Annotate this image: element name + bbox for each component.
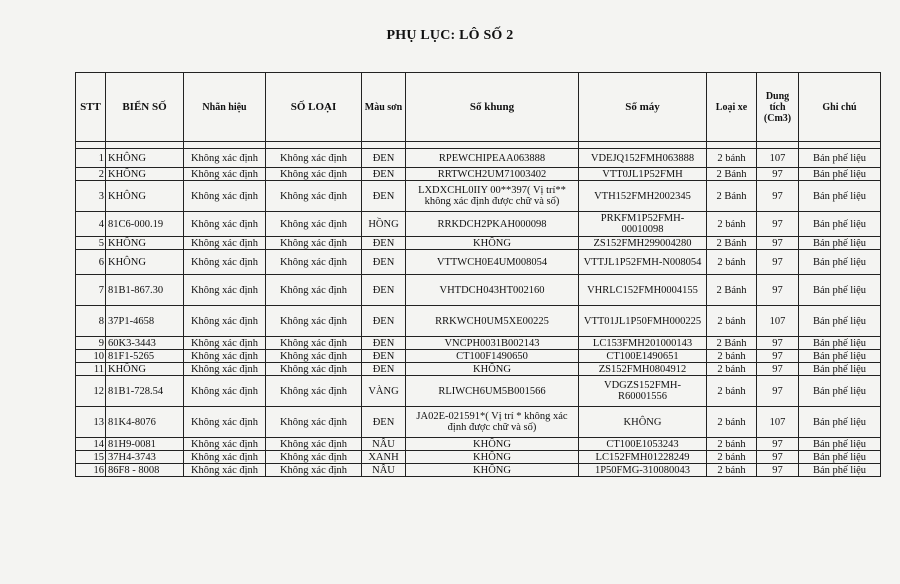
cell-plate: KHÔNG — [106, 149, 184, 168]
cell-type: 2 bánh — [707, 350, 757, 363]
cell-cc: 97 — [757, 363, 799, 376]
cell-brand: Không xác định — [184, 407, 266, 438]
header-brand: Nhãn hiệu — [184, 73, 266, 142]
cell-type: 2 bánh — [707, 250, 757, 275]
cell-note: Bán phế liệu — [799, 376, 881, 407]
cell-model: Không xác định — [266, 149, 362, 168]
header-model: SỐ LOẠI — [266, 73, 362, 142]
cell-type: 2 Bánh — [707, 337, 757, 350]
cell-plate: 86F8 - 8008 — [106, 464, 184, 477]
cell-engine: VTT0JL1P52FMH — [579, 168, 707, 181]
cell-model: Không xác định — [266, 350, 362, 363]
cell-engine: LC152FMH01228249 — [579, 451, 707, 464]
cell-frame: JA02E-021591*( Vị trí * không xác định được chữ và số) — [406, 407, 579, 438]
cell-cc: 97 — [757, 181, 799, 212]
cell-model: Không xác định — [266, 451, 362, 464]
cell-plate: KHÔNG — [106, 237, 184, 250]
cell-color: NÂU — [362, 438, 406, 451]
cell-color: ĐEN — [362, 350, 406, 363]
cell-type: 2 Bánh — [707, 168, 757, 181]
cell-plate: KHÔNG — [106, 250, 184, 275]
cell-note: Bán phế liệu — [799, 250, 881, 275]
cell-model: Không xác định — [266, 464, 362, 477]
cell-color: ĐEN — [362, 306, 406, 337]
table-row — [76, 275, 881, 306]
cell-brand: Không xác định — [184, 275, 266, 306]
cell-frame: CT100F1490650 — [406, 350, 579, 363]
cell-cc: 107 — [757, 149, 799, 168]
cell-frame: VTTWCH0E4UM008054 — [406, 250, 579, 275]
cell-brand: Không xác định — [184, 250, 266, 275]
header-engine-number: Số máy — [579, 73, 707, 142]
cell-frame: KHÔNG — [406, 363, 579, 376]
table-row — [76, 212, 881, 237]
cell-note: Bán phế liệu — [799, 438, 881, 451]
cell-brand: Không xác định — [184, 306, 266, 337]
cell-cc: 97 — [757, 168, 799, 181]
cell-cc: 97 — [757, 451, 799, 464]
cell-note: Bán phế liệu — [799, 306, 881, 337]
table-row — [76, 306, 881, 337]
cell-plate: KHÔNG — [106, 168, 184, 181]
table-row — [76, 181, 881, 212]
cell-frame: RPEWCHIPEAA063888 — [406, 149, 579, 168]
cell-plate: 37H4-3743 — [106, 451, 184, 464]
header-frame-number: Số khung — [406, 73, 579, 142]
cell-stt: 5 — [76, 237, 106, 250]
table-row — [76, 363, 881, 376]
header-note: Ghi chú — [799, 73, 881, 142]
document-title: PHỤ LỤC: LÔ SỐ 2 — [386, 28, 514, 43]
cell-engine: VTH152FMH2002345 — [579, 181, 707, 212]
cell-cc: 97 — [757, 250, 799, 275]
cell-note: Bán phế liệu — [799, 275, 881, 306]
cell-type: 2 Bánh — [707, 275, 757, 306]
cell-brand: Không xác định — [184, 464, 266, 477]
cell-model: Không xác định — [266, 306, 362, 337]
cell-type: 2 bánh — [707, 451, 757, 464]
cell-model: Không xác định — [266, 337, 362, 350]
cell-engine: LC153FMH201000143 — [579, 337, 707, 350]
cell-frame: RLIWCH6UM5B001566 — [406, 376, 579, 407]
cell-color: ĐEN — [362, 363, 406, 376]
cell-model: Không xác định — [266, 168, 362, 181]
cell-stt: 11 — [76, 363, 106, 376]
cell-color: ĐEN — [362, 250, 406, 275]
cell-cc: 97 — [757, 237, 799, 250]
cell-brand: Không xác định — [184, 451, 266, 464]
cell-type: 2 bánh — [707, 438, 757, 451]
table-row — [76, 350, 881, 363]
cell-plate: 81B1-867.30 — [106, 275, 184, 306]
cell-model: Không xác định — [266, 237, 362, 250]
cell-type: 2 bánh — [707, 464, 757, 477]
cell-stt: 15 — [76, 451, 106, 464]
cell-note: Bán phế liệu — [799, 181, 881, 212]
cell-type: 2 bánh — [707, 306, 757, 337]
cell-stt: 4 — [76, 212, 106, 237]
cell-frame: RRKWCH0UM5XE00225 — [406, 306, 579, 337]
cell-stt: 13 — [76, 407, 106, 438]
cell-stt: 6 — [76, 250, 106, 275]
cell-plate: KHÔNG — [106, 181, 184, 212]
table-row — [76, 168, 881, 181]
cell-note: Bán phế liệu — [799, 149, 881, 168]
cell-frame: VNCPH0031B002143 — [406, 337, 579, 350]
table-row — [76, 376, 881, 407]
cell-note: Bán phế liệu — [799, 237, 881, 250]
cell-frame: RRKDCH2PKAH000098 — [406, 212, 579, 237]
cell-frame: KHÔNG — [406, 237, 579, 250]
cell-color: ĐEN — [362, 181, 406, 212]
cell-engine: CT100E1053243 — [579, 438, 707, 451]
cell-model: Không xác định — [266, 250, 362, 275]
cell-brand: Không xác định — [184, 168, 266, 181]
table-row — [76, 337, 881, 350]
cell-brand: Không xác định — [184, 212, 266, 237]
cell-brand: Không xác định — [184, 237, 266, 250]
table-row — [76, 451, 881, 464]
cell-frame: KHÔNG — [406, 464, 579, 477]
table-row — [76, 149, 881, 168]
cell-stt: 1 — [76, 149, 106, 168]
header-plate: BIỂN SỐ — [106, 73, 184, 142]
cell-cc: 107 — [757, 306, 799, 337]
table-row — [76, 250, 881, 275]
cell-cc: 97 — [757, 350, 799, 363]
cell-model: Không xác định — [266, 376, 362, 407]
cell-plate: 81C6-000.19 — [106, 212, 184, 237]
cell-frame: KHÔNG — [406, 451, 579, 464]
table-header-row — [76, 73, 881, 142]
table-row — [76, 407, 881, 438]
cell-engine: ZS152FMH299004280 — [579, 237, 707, 250]
cell-engine: PRKFM1P52FMH-00010098 — [579, 212, 707, 237]
cell-engine: VTTJL1P52FMH-N008054 — [579, 250, 707, 275]
cell-plate: 60K3-3443 — [106, 337, 184, 350]
cell-stt: 16 — [76, 464, 106, 477]
cell-stt: 14 — [76, 438, 106, 451]
table-row — [76, 237, 881, 250]
cell-brand: Không xác định — [184, 181, 266, 212]
cell-brand: Không xác định — [184, 337, 266, 350]
header-capacity: Dung tích (Cm3) — [757, 73, 799, 142]
cell-color: XANH — [362, 451, 406, 464]
cell-model: Không xác định — [266, 275, 362, 306]
cell-note: Bán phế liệu — [799, 363, 881, 376]
cell-stt: 7 — [76, 275, 106, 306]
cell-type: 2 bánh — [707, 363, 757, 376]
cell-model: Không xác định — [266, 407, 362, 438]
cell-engine: VDGZS152FMH-R60001556 — [579, 376, 707, 407]
cell-color: VÀNG — [362, 376, 406, 407]
cell-note: Bán phế liệu — [799, 337, 881, 350]
cell-type: 2 bánh — [707, 212, 757, 237]
cell-color: ĐEN — [362, 168, 406, 181]
cell-brand: Không xác định — [184, 376, 266, 407]
cell-engine: 1P50FMG-310080043 — [579, 464, 707, 477]
cell-note: Bán phế liệu — [799, 212, 881, 237]
table-row — [76, 438, 881, 451]
cell-stt: 12 — [76, 376, 106, 407]
cell-engine: KHÔNG — [579, 407, 707, 438]
cell-cc: 97 — [757, 438, 799, 451]
cell-plate: 81B1-728.54 — [106, 376, 184, 407]
cell-engine: CT100E1490651 — [579, 350, 707, 363]
cell-type: 2 Bánh — [707, 237, 757, 250]
cell-type: 2 Bánh — [707, 181, 757, 212]
cell-brand: Không xác định — [184, 363, 266, 376]
table-row — [76, 464, 881, 477]
cell-frame: RRTWCH2UM71003402 — [406, 168, 579, 181]
cell-cc: 97 — [757, 337, 799, 350]
cell-brand: Không xác định — [184, 438, 266, 451]
header-stt: STT — [76, 73, 106, 142]
cell-stt: 8 — [76, 306, 106, 337]
cell-brand: Không xác định — [184, 350, 266, 363]
cell-plate: KHÔNG — [106, 363, 184, 376]
cell-engine: VDEJQ152FMH063888 — [579, 149, 707, 168]
cell-color: ĐEN — [362, 149, 406, 168]
cell-stt: 3 — [76, 181, 106, 212]
cell-cc: 107 — [757, 407, 799, 438]
cell-frame: LXDXCHL0IIY 00**397( Vị trí** không xác định được chữ và số) — [406, 181, 579, 212]
cell-note: Bán phế liệu — [799, 350, 881, 363]
cell-frame: KHÔNG — [406, 438, 579, 451]
cell-color: ĐEN — [362, 237, 406, 250]
cell-model: Không xác định — [266, 181, 362, 212]
cell-brand: Không xác định — [184, 149, 266, 168]
cell-note: Bán phế liệu — [799, 407, 881, 438]
spacer-row — [76, 142, 881, 149]
cell-plate: 37P1-4658 — [106, 306, 184, 337]
cell-engine: VHRLC152FMH0004155 — [579, 275, 707, 306]
cell-cc: 97 — [757, 275, 799, 306]
cell-note: Bán phế liệu — [799, 451, 881, 464]
cell-color: NÂU — [362, 464, 406, 477]
cell-cc: 97 — [757, 376, 799, 407]
cell-color: ĐEN — [362, 337, 406, 350]
cell-frame: VHTDCH043HT002160 — [406, 275, 579, 306]
cell-model: Không xác định — [266, 212, 362, 237]
cell-engine: ZS152FMH0804912 — [579, 363, 707, 376]
cell-stt: 9 — [76, 337, 106, 350]
cell-note: Bán phế liệu — [799, 464, 881, 477]
cell-color: ĐEN — [362, 275, 406, 306]
cell-cc: 97 — [757, 212, 799, 237]
cell-plate: 81K4-8076 — [106, 407, 184, 438]
cell-type: 2 bánh — [707, 407, 757, 438]
header-vehicle-type: Loại xe — [707, 73, 757, 142]
vehicle-table — [75, 72, 881, 477]
cell-plate: 81H9-0081 — [106, 438, 184, 451]
cell-stt: 10 — [76, 350, 106, 363]
header-color: Màu sơn — [362, 73, 406, 142]
cell-note: Bán phế liệu — [799, 168, 881, 181]
cell-color: HỒNG — [362, 212, 406, 237]
cell-model: Không xác định — [266, 363, 362, 376]
cell-model: Không xác định — [266, 438, 362, 451]
cell-type: 2 bánh — [707, 149, 757, 168]
cell-engine: VTT01JL1P50FMH000225 — [579, 306, 707, 337]
cell-color: ĐEN — [362, 407, 406, 438]
cell-type: 2 bánh — [707, 376, 757, 407]
cell-stt: 2 — [76, 168, 106, 181]
cell-cc: 97 — [757, 464, 799, 477]
cell-plate: 81F1-5265 — [106, 350, 184, 363]
